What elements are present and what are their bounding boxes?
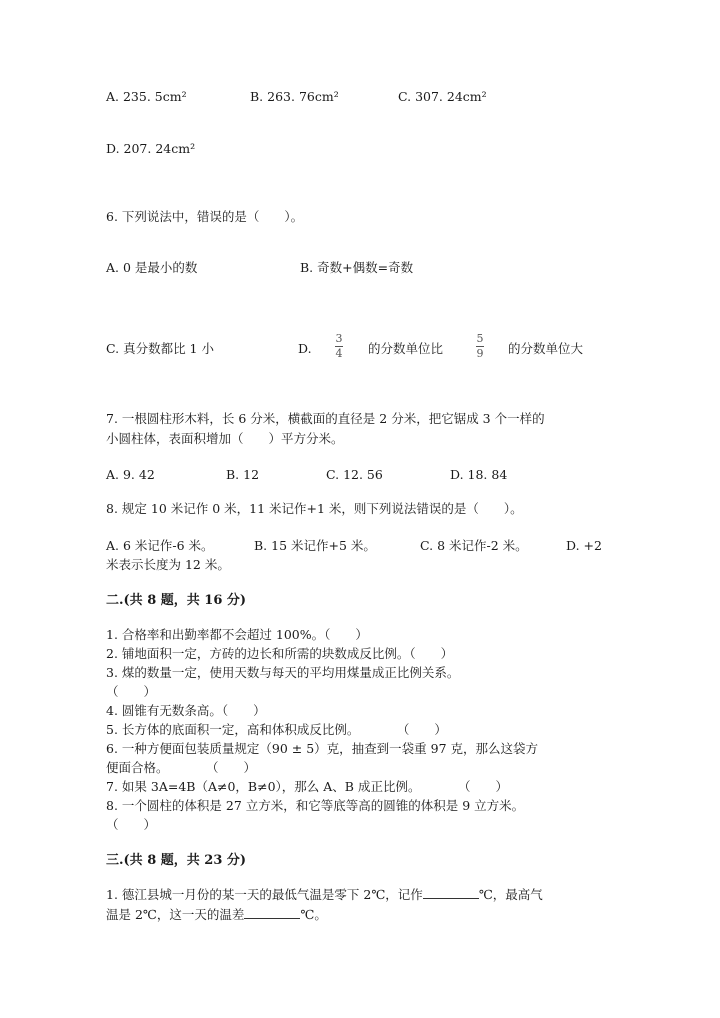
- s2-item-4: 4. 圆锥有无数条高。（ ）: [106, 703, 266, 718]
- fraction-denominator: 4: [335, 347, 343, 360]
- q7-option-d: D. 18. 84: [450, 467, 508, 482]
- fraction-numerator: 5: [476, 332, 484, 345]
- s2-item-3: 3. 煤的数量一定，使用天数与每天的平均用煤量成正比例关系。: [106, 665, 460, 680]
- q5-option-d: D. 207. 24cm²: [106, 141, 196, 156]
- q5-option-b: B. 263. 76cm²: [250, 89, 339, 104]
- q8-stem: 8. 规定 10 米记作 0 米，11 米记作+1 米，则下列说法错误的是（ ）。: [106, 501, 523, 516]
- q6-option-a: A. 0 是最小的数: [106, 260, 198, 275]
- answer-blank[interactable]: [423, 886, 479, 899]
- s2-item-8-bracket: （ ）: [106, 817, 157, 832]
- s3-item-1-line2: [106, 906, 327, 924]
- s3-item-1-line1: [106, 886, 543, 904]
- q6-option-b: B. 奇数+偶数=奇数: [300, 260, 414, 275]
- q7-stem-line1: 7. 一根圆柱形木料，长 6 分米，横截面的直径是 2 分米，把它锯成 3 个一样的: [106, 411, 545, 426]
- answer-blank[interactable]: [244, 906, 300, 919]
- q6-option-d-mid: 的分数单位比: [368, 341, 444, 356]
- s2-item-7: 7. 如果 3A=4B（A≠0，B≠0），那么 A、B 成正比例。 （ ）: [106, 779, 508, 794]
- s3-item-1-text-c: 温是 2℃，这一天的温差: [106, 907, 245, 922]
- q6-option-c: C. 真分数都比 1 小: [106, 341, 214, 356]
- s2-item-6-cont: 便面合格。 （ ）: [106, 760, 257, 775]
- s3-item-1-text-a: 1. 德江县城一月份的某一天的最低气温是零下 2℃，记作: [106, 887, 423, 902]
- q7-stem-line2: 小圆柱体，表面积增加（ ）平方分米。: [106, 431, 344, 446]
- s2-item-5: 5. 长方体的底面积一定，高和体积成反比例。 （ ）: [106, 722, 447, 737]
- s3-item-1-text-d: ℃。: [300, 907, 327, 922]
- q8-option-d-line2: 米表示长度为 12 米。: [106, 557, 230, 572]
- fraction-five-ninths: [476, 333, 484, 360]
- fraction-numerator: 3: [335, 332, 343, 345]
- s2-item-3-bracket: （ ）: [106, 684, 157, 699]
- q5-option-c: C. 307. 24cm²: [398, 89, 487, 104]
- s2-item-2: 2. 铺地面积一定，方砖的边长和所需的块数成反比例。（ ）: [106, 646, 454, 661]
- fraction-three-quarters: [335, 333, 343, 360]
- q7-option-c: C. 12. 56: [326, 467, 383, 482]
- s2-item-6: 6. 一种方便面包装质量规定（90 ± 5）克，抽查到一袋重 97 克，那么这袋方: [106, 741, 539, 756]
- q8-option-b: B. 15 米记作+5 米。: [254, 538, 376, 553]
- s3-item-1-text-b: ℃，最高气: [478, 887, 543, 902]
- s2-item-1: 1. 合格率和出勤率都不会超过 100%。（ ）: [106, 627, 368, 642]
- q6-option-d-suffix: 的分数单位大: [508, 341, 584, 356]
- s2-item-8: 8. 一个圆柱的体积是 27 立方米，和它等底等高的圆锥的体积是 9 立方米。: [106, 798, 525, 813]
- q8-option-c: C. 8 米记作-2 米。: [420, 538, 528, 553]
- q8-option-d-line1: D. +2: [566, 538, 602, 553]
- q7-option-a: A. 9. 42: [106, 467, 155, 482]
- q6-stem: 6. 下列说法中，错误的是（ ）。: [106, 209, 304, 224]
- q8-option-a: A. 6 米记作-6 米。: [106, 538, 214, 553]
- section2-heading: 二.(共 8 题，共 16 分): [106, 593, 247, 608]
- fraction-denominator: 9: [476, 347, 484, 360]
- q5-option-a: A. 235. 5cm²: [106, 89, 187, 104]
- section3-heading: 三.(共 8 题，共 23 分): [106, 853, 247, 868]
- q6-option-d-prefix: D.: [298, 341, 312, 356]
- q7-option-b: B. 12: [226, 467, 260, 482]
